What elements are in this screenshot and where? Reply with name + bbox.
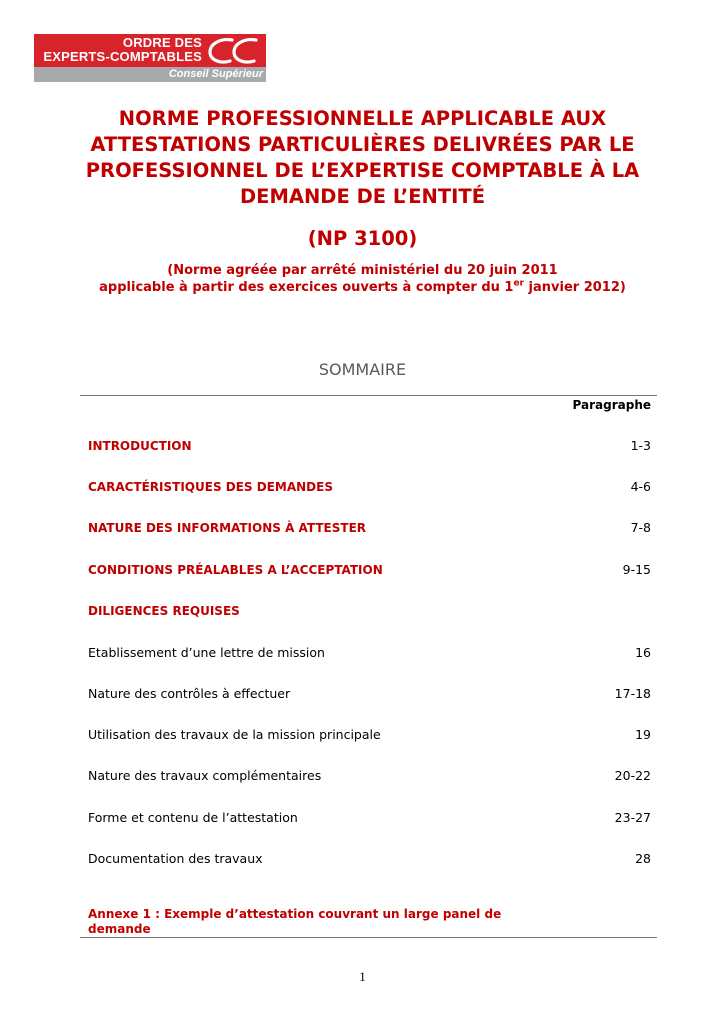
logo-cc-emblem-icon [206, 36, 264, 66]
logo-line-3: Conseil Supérieur [168, 68, 263, 80]
toc-entry-label: CONDITIONS PRÉALABLES A L’ACCEPTATION [88, 563, 383, 577]
toc-entry-para: 4-6 [630, 479, 651, 494]
toc-entry-para: 16 [635, 645, 651, 660]
toc-entry[interactable] [88, 645, 651, 661]
toc-column-header: Paragraphe [572, 398, 651, 412]
toc-entry[interactable] [88, 810, 651, 826]
norm-subtitle [70, 262, 655, 296]
toc-entry[interactable] [88, 479, 651, 495]
toc-entry-label: Nature des contrôles à effectuer [88, 686, 291, 701]
toc-entry[interactable] [88, 727, 651, 743]
toc-annexe-entry[interactable] [88, 907, 538, 937]
logo-line-2: EXPERTS-COMPTABLES [43, 49, 202, 64]
title-line: DEMANDE DE L’ENTITÉ [239, 185, 486, 208]
title-line: NORME PROFESSIONNELLE APPLICABLE AUX [118, 107, 607, 130]
toc-entry-para: 19 [635, 727, 651, 742]
toc-entry-label: Documentation des travaux [88, 851, 263, 866]
document-title [70, 106, 655, 210]
toc-entry[interactable] [88, 562, 651, 578]
toc-entry-para: 1-3 [630, 438, 651, 453]
subtitle-line-1: (Norme agréée par arrêté ministériel du 20 juin 2011 [167, 263, 558, 278]
toc-bottom-rule [80, 937, 657, 938]
toc-entry-para: 9-15 [622, 562, 651, 577]
norm-code: (NP 3100) [307, 227, 418, 250]
subtitle-line-2: applicable à partir des exercices ouverts à compter du 1er janvier 2012) [99, 278, 626, 295]
annexe-line-2: demande [88, 922, 151, 936]
toc-entry-label: NATURE DES INFORMATIONS À ATTESTER [88, 521, 367, 535]
page-number: 1 [359, 969, 366, 984]
toc-entry-label: Nature des travaux complémentaires [88, 768, 322, 783]
toc-entry-label: DILIGENCES REQUISES [88, 604, 240, 618]
toc-entry[interactable] [88, 603, 651, 619]
toc-entry-para: 23-27 [614, 810, 651, 825]
toc-entry[interactable] [88, 768, 651, 784]
toc-entry[interactable] [88, 686, 651, 702]
toc-entry-label: Etablissement d’une lettre de mission [88, 645, 325, 660]
toc-entry-label: Forme et contenu de l’attestation [88, 810, 298, 825]
logo [34, 34, 266, 82]
toc-entry[interactable] [88, 851, 651, 867]
toc-top-rule [80, 395, 657, 396]
title-line: PROFESSIONNEL DE L’EXPERTISE COMPTABLE À LA [85, 159, 640, 182]
toc-heading: SOMMAIRE [318, 360, 407, 379]
toc-entry[interactable] [88, 520, 651, 536]
toc-entry[interactable] [88, 438, 651, 454]
toc-entry-label: CARACTÉRISTIQUES DES DEMANDES [88, 480, 333, 494]
toc-entry-para: 28 [635, 851, 651, 866]
toc-entry-para: 17-18 [614, 686, 651, 701]
toc-entry-label: Utilisation des travaux de la mission principale [88, 727, 381, 742]
toc-entry-para: 20-22 [614, 768, 651, 783]
toc-entry-label: INTRODUCTION [88, 439, 192, 453]
toc-entry-para: 7-8 [630, 520, 651, 535]
title-line: ATTESTATIONS PARTICULIÈRES DELIVRÉES PAR LE [90, 133, 635, 156]
logo-line-1: ORDRE DES [122, 35, 202, 50]
annexe-line-1: Annexe 1 : Exemple d’attestation couvrant un large panel de [88, 907, 502, 921]
